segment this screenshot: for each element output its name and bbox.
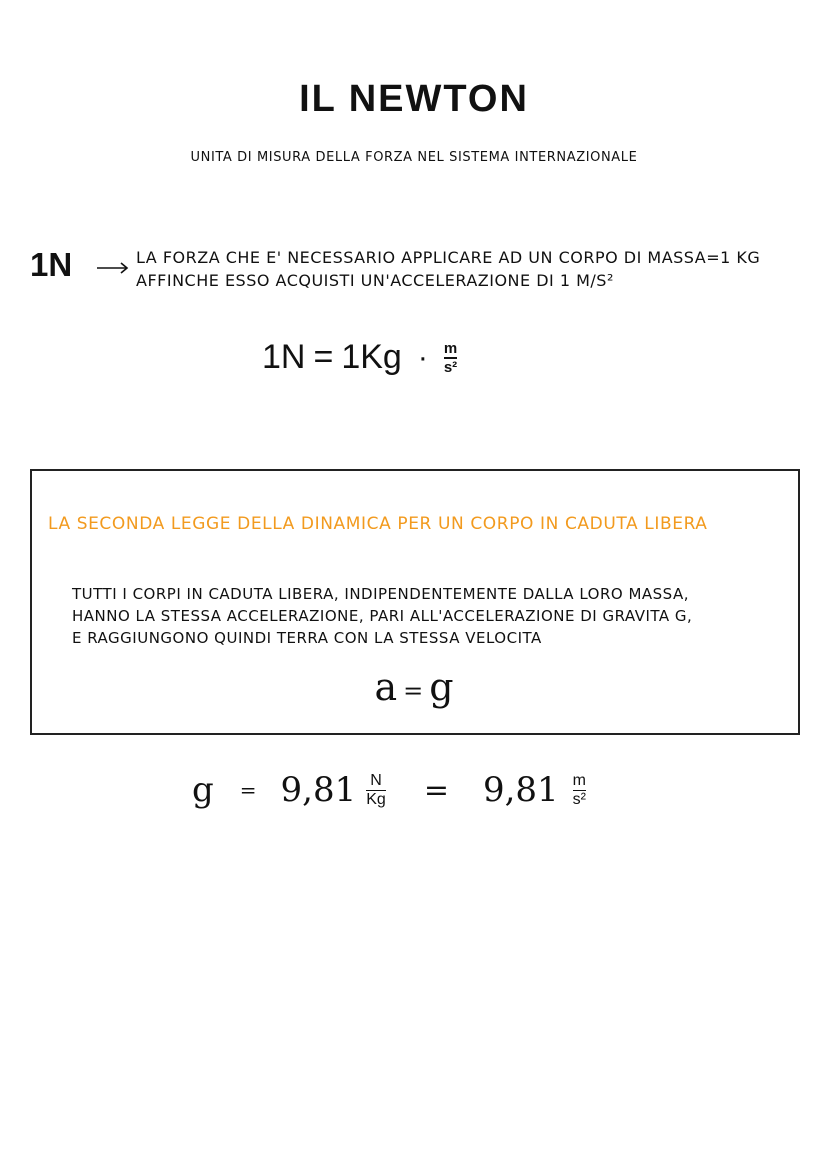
g-value-2: 9,81 [482, 770, 559, 810]
g-fraction-1 [366, 773, 386, 808]
law-line-1: TUTTI I CORPI IN CADUTA LIBERA, INDIPENDENTEMENTE DALLA LORO MASSA, [72, 585, 690, 603]
eq-g: g [429, 665, 454, 709]
unit-symbol: 1N [30, 246, 73, 283]
page-subtitle: UNITA DI MISURA DELLA FORZA NEL SISTEMA INTERNAZIONALE [190, 150, 638, 165]
definition-text [136, 246, 760, 292]
arrow-right-icon [95, 256, 131, 276]
g-equals-1: = [239, 778, 257, 802]
definition-line-2: AFFINCHE ESSO ACQUISTI UN'ACCELERAZIONE DI 1 M/S² [136, 271, 614, 290]
formula-mass: 1Kg [341, 338, 402, 376]
formula-fraction [444, 341, 457, 375]
fraction-numerator: m [443, 339, 458, 357]
law-line-2: HANNO LA STESSA ACCELERAZIONE, PARI ALL'ACCELERAZIONE DI GRAVITA G, [72, 607, 693, 625]
eq-sign: = [403, 676, 424, 705]
g-fraction-2-numerator: m [572, 771, 586, 789]
g-value-1: 9,81 [280, 770, 357, 810]
acceleration-equation [0, 665, 828, 709]
fraction-denominator: s² [443, 358, 458, 376]
g-symbol: g [192, 770, 214, 810]
formula-dot: · [417, 340, 428, 374]
g-fraction-1-numerator: N [370, 771, 382, 789]
formula-lhs: 1N [262, 338, 306, 376]
formula-equals: = [313, 338, 334, 376]
law-text [72, 583, 692, 649]
g-fraction-2 [573, 773, 586, 808]
definition-line-1: LA FORZA CHE E' NECESSARIO APPLICARE AD UN CORPO DI MASSA=1 KG [136, 248, 761, 267]
page-title: IL NEWTON [299, 78, 529, 120]
law-line-3: E RAGGIUNGONO QUINDI TERRA CON LA STESSA VELOCITA [72, 629, 542, 647]
g-fraction-2-denominator: s² [572, 790, 586, 808]
law-heading: LA SECONDA LEGGE DELLA DINAMICA PER UN CORPO IN CADUTA LIBERA [48, 514, 708, 534]
newton-formula [262, 338, 457, 377]
g-fraction-1-denominator: Kg [366, 790, 386, 808]
eq-a: a [374, 665, 398, 709]
g-equals-2: = [423, 772, 449, 808]
gravity-formula [192, 770, 586, 810]
